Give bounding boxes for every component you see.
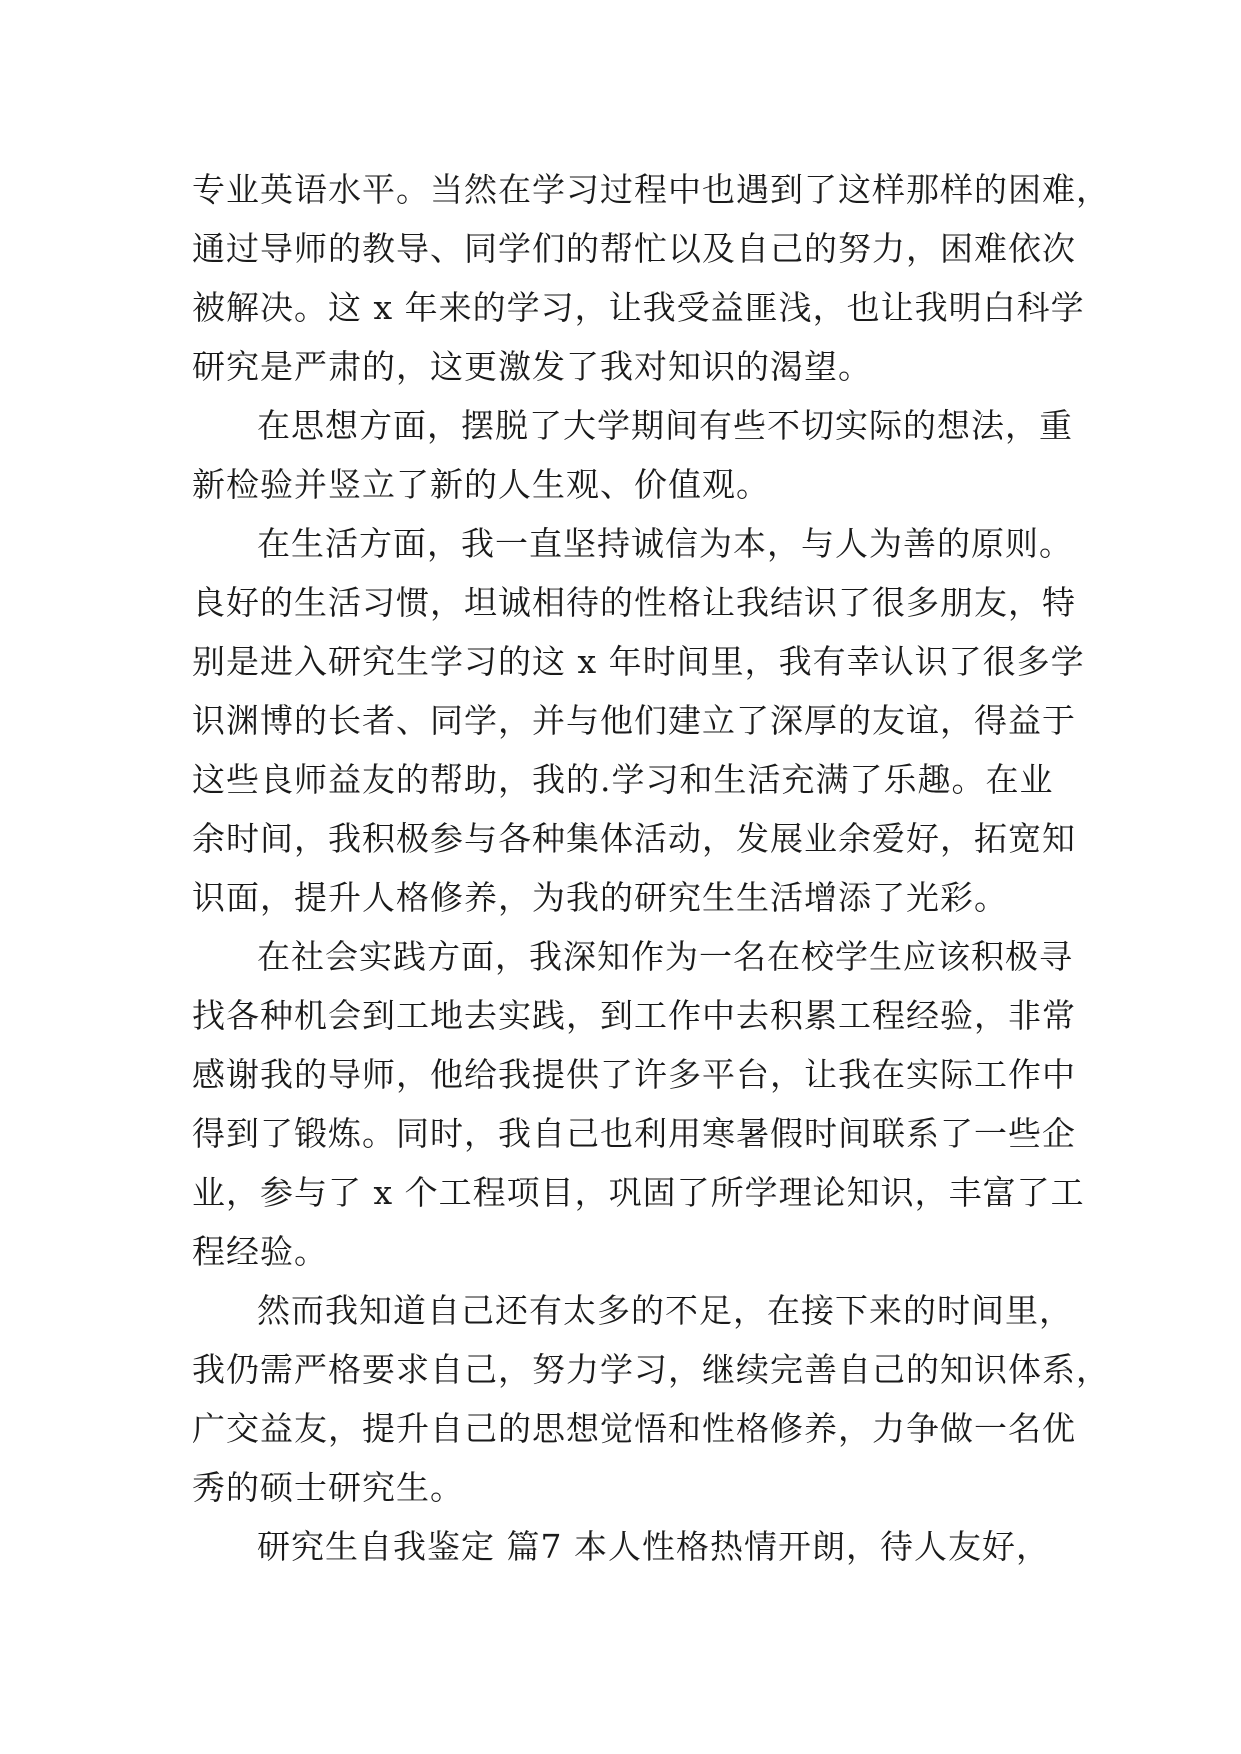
text-line: 这些良师益友的帮助，我的.学习和生活充满了乐趣。在业	[192, 760, 1054, 799]
text-line: 良好的生活习惯，坦诚相待的性格让我结识了很多朋友，特	[192, 583, 1076, 622]
text-line: 新检验并竖立了新的人生观、价值观。	[192, 465, 770, 504]
text-line: 业，参与了 x 个工程项目，巩固了所学理论知识，丰富了工	[192, 1173, 1085, 1212]
text-line: 程经验。	[192, 1232, 328, 1271]
text-line: 得到了锻炼。同时，我自己也利用寒暑假时间联系了一些企	[192, 1114, 1076, 1153]
text-line: 找各种机会到工地去实践，到工作中去积累工程经验，非常	[192, 996, 1076, 1035]
text-line: 余时间，我积极参与各种集体活动，发展业余爱好，拓宽知	[192, 819, 1076, 858]
text-line: 研究是严肃的，这更激发了我对知识的渴望。	[192, 347, 872, 386]
text-line: 专业英语水平。当然在学习过程中也遇到了这样那样的困难，	[192, 170, 1110, 209]
text-line: 别是进入研究生学习的这 x 年时间里，我有幸认识了很多学	[192, 642, 1085, 681]
section-heading-line: 研究生自我鉴定 篇7 本人性格热情开朗，待人友好，	[257, 1527, 1050, 1566]
text-line: 识面，提升人格修养，为我的研究生生活增添了光彩。	[192, 878, 1008, 917]
text-line: 广交益友，提升自己的思想觉悟和性格修养，力争做一名优	[192, 1409, 1076, 1448]
paragraph-start-line: 在社会实践方面，我深知作为一名在校学生应该积极寻	[257, 937, 1073, 976]
paragraph-start-line: 在思想方面，摆脱了大学期间有些不切实际的想法，重	[257, 406, 1073, 445]
text-line: 我仍需严格要求自己，努力学习，继续完善自己的知识体系，	[192, 1350, 1110, 1389]
paragraph-start-line: 在生活方面，我一直坚持诚信为本，与人为善的原则。	[257, 524, 1073, 563]
text-line: 识渊博的长者、同学，并与他们建立了深厚的友谊，得益于	[192, 701, 1076, 740]
text-line: 感谢我的导师，他给我提供了许多平台，让我在实际工作中	[192, 1055, 1076, 1094]
text-line: 被解决。这 x 年来的学习，让我受益匪浅，也让我明白科学	[192, 288, 1085, 327]
text-line: 通过导师的教导、同学们的帮忙以及自己的努力，困难依次	[192, 229, 1076, 268]
text-line: 秀的硕士研究生。	[192, 1468, 464, 1507]
paragraph-start-line: 然而我知道自己还有太多的不足，在接下来的时间里，	[257, 1291, 1073, 1330]
